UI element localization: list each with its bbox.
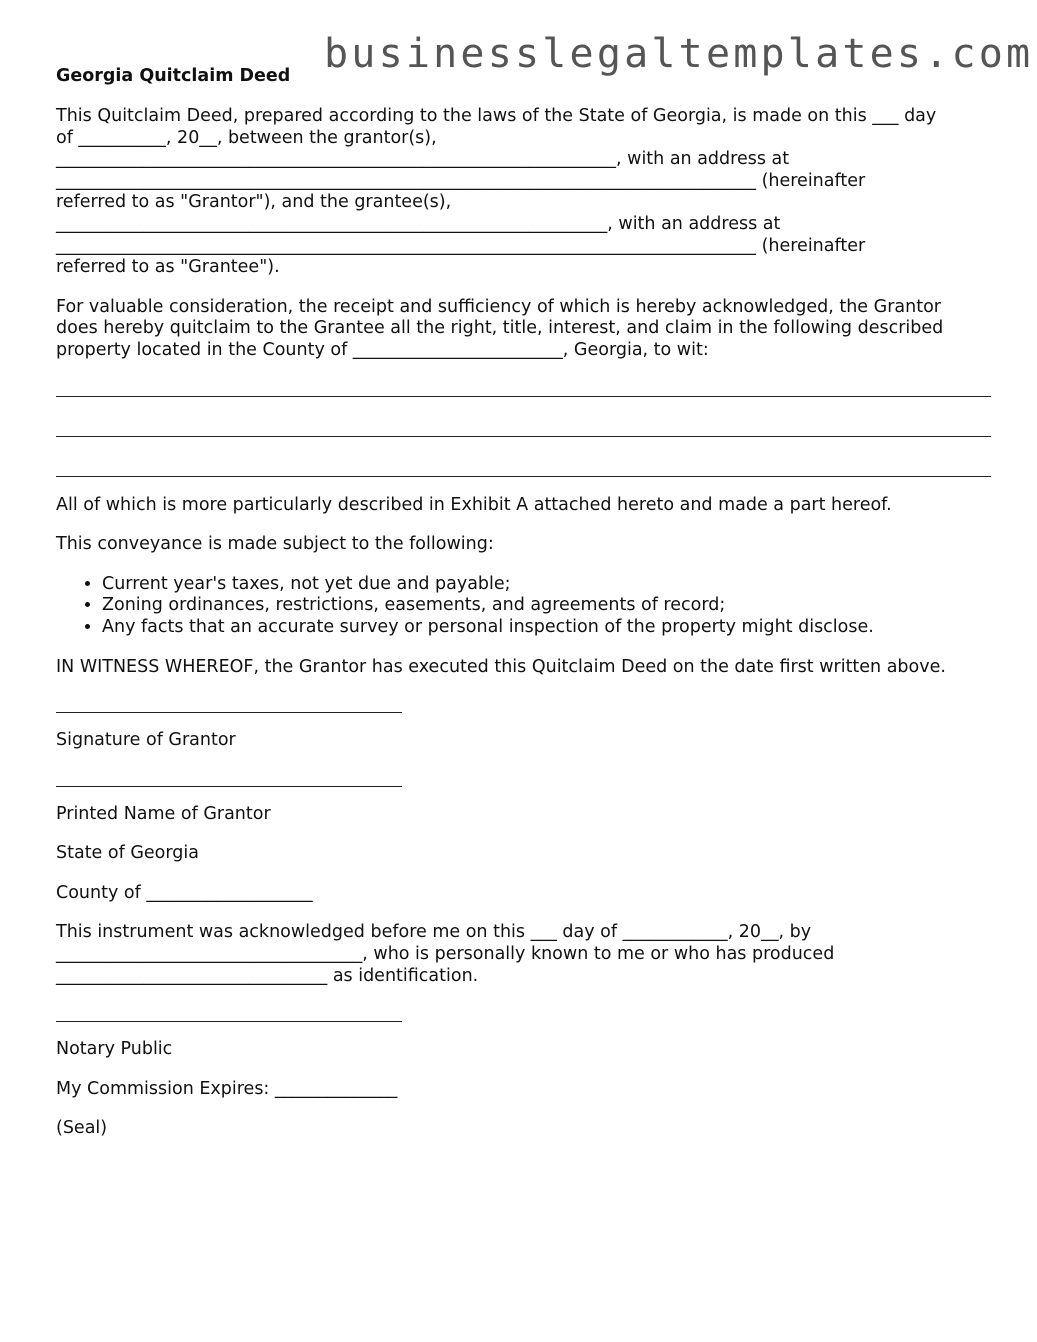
ack-line: This instrument was acknowledged before me on this ___ day of ____________, 20__, by <box>56 922 812 943</box>
acknowledgment-paragraph <box>56 922 996 987</box>
intro-line: of __________, 20__, between the grantor(s), <box>56 127 437 148</box>
county-blank-line: property located in the County of ________________________, Georgia, to wit: <box>56 339 709 360</box>
intro-line: This Quitclaim Deed, prepared according to the laws of the State of Georgia, is made on this ___ day <box>56 106 937 126</box>
grantor-printed-name-line <box>56 764 402 787</box>
exhibit-paragraph: All of which is more particularly described in Exhibit A attached hereto and made a part hereof. <box>56 494 892 515</box>
list-item: • Zoning ordinances, restrictions, easements, and agreements of record; <box>102 595 996 617</box>
witness-paragraph: IN WITNESS WHEREOF, the Grantor has executed this Quitclaim Deed on the date first written above. <box>56 656 946 677</box>
document-title: Georgia Quitclaim Deed <box>56 66 291 86</box>
county-label: County of ___________________ <box>56 882 313 903</box>
signature-label: Signature of Grantor <box>56 730 236 751</box>
consideration-paragraph <box>56 297 996 362</box>
intro-paragraph <box>56 106 996 279</box>
subject-to-paragraph: This conveyance is made subject to the following: <box>56 534 494 555</box>
grantor-name-blank: ________________________________________________________________, with an address at <box>56 149 790 170</box>
document-page <box>56 64 996 1158</box>
property-description-line <box>56 414 991 437</box>
ack-line: _______________________________ as identification. <box>56 965 479 986</box>
grantee-name-blank: _______________________________________________________________, with an address at <box>56 213 781 234</box>
ack-line: ___________________________________, who is personally known to me or who has produced <box>56 944 835 965</box>
intro-line: referred to as "Grantor"), and the grantee(s), <box>56 192 452 213</box>
list-item: • Current year's taxes, not yet due and payable; <box>102 574 996 596</box>
conditions-list <box>56 574 996 639</box>
commission-expires: My Commission Expires: ______________ <box>56 1078 398 1099</box>
grantor-address-blank: ________________________________________________________________________________ (hereinafter <box>56 170 866 191</box>
consideration-line: For valuable consideration, the receipt and sufficiency of which is hereby acknowledged, the Grantor <box>56 296 941 317</box>
state-label: State of Georgia <box>56 843 199 864</box>
notary-label: Notary Public <box>56 1039 173 1060</box>
seal-label: (Seal) <box>56 1118 108 1139</box>
watermark: businesslegaltemplates.com <box>324 31 1034 77</box>
consideration-line: does hereby quitclaim to the Grantee all the right, title, interest, and claim in the following described <box>56 318 944 339</box>
grantee-address-blank: ________________________________________________________________________________ (hereinafter <box>56 235 866 256</box>
notary-signature-line <box>56 999 402 1022</box>
list-item: • Any facts that an accurate survey or personal inspection of the property might disclose. <box>102 617 996 639</box>
intro-line: referred to as "Grantee"). <box>56 257 280 278</box>
property-description-line <box>56 374 991 397</box>
property-description-line <box>56 454 991 477</box>
printed-name-label: Printed Name of Grantor <box>56 803 271 824</box>
grantor-signature-line <box>56 690 402 713</box>
